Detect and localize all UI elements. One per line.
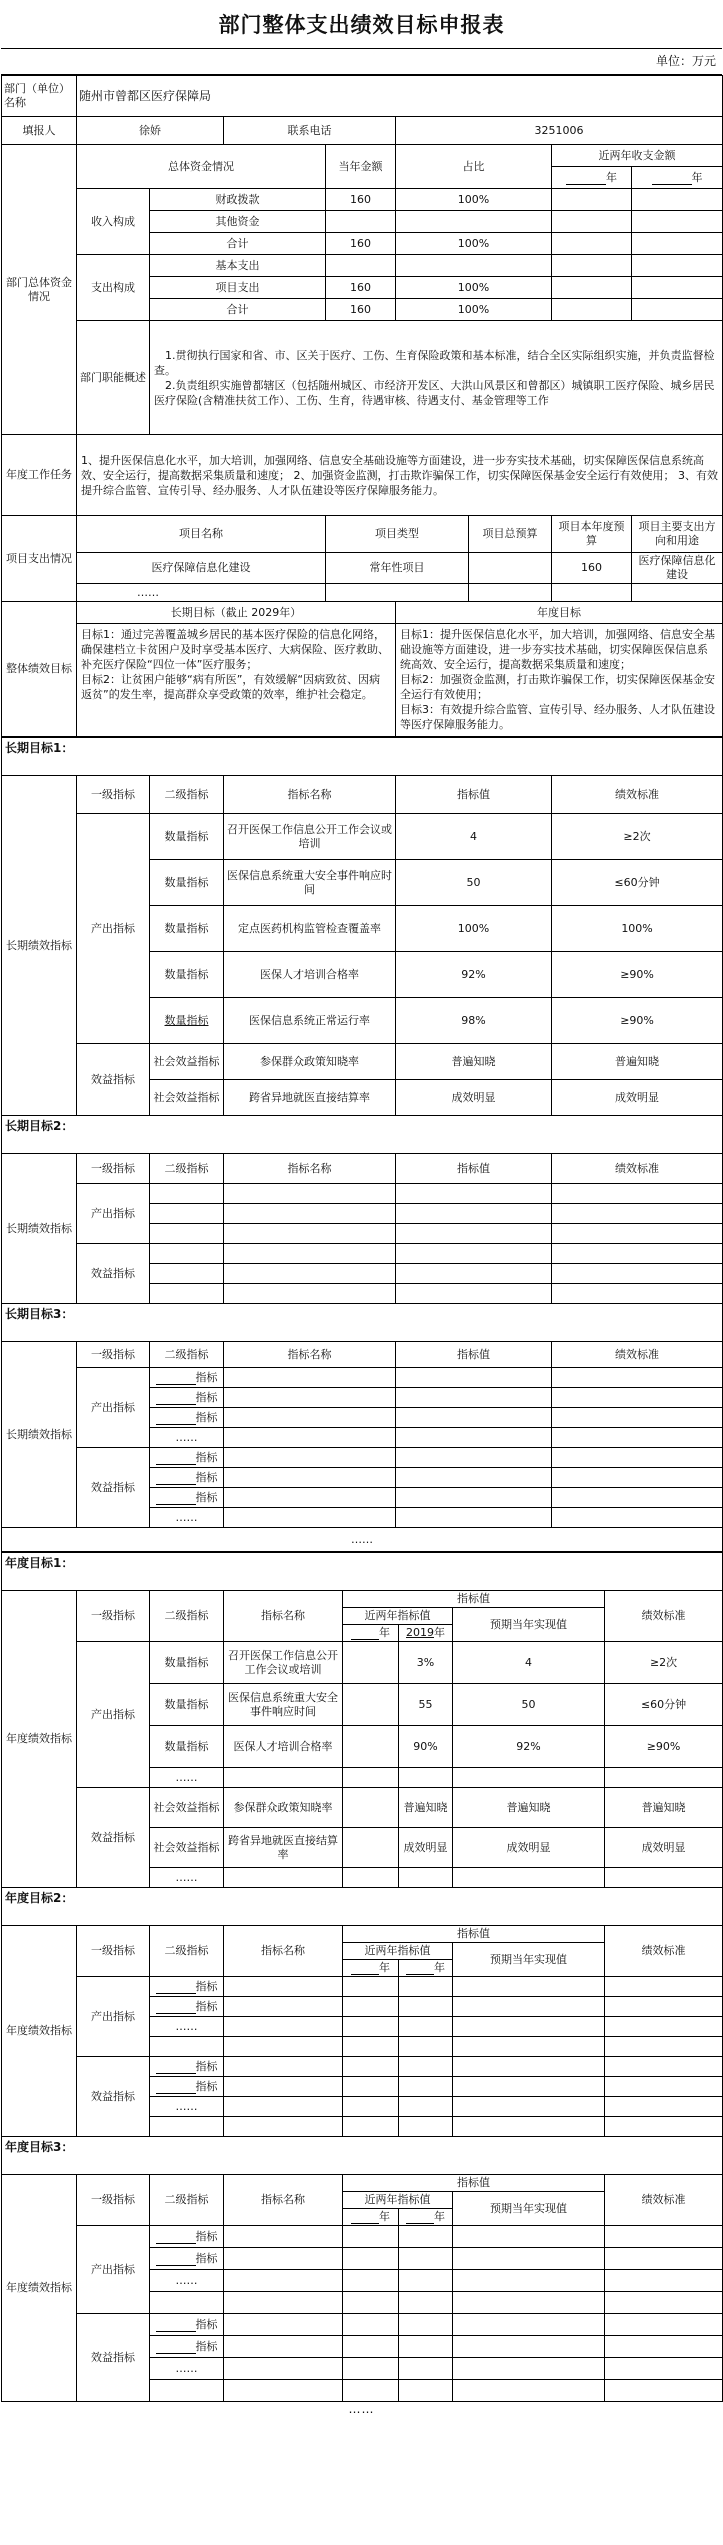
project-type-header: 项目类型 <box>326 516 469 553</box>
income-row-ratio: 100% <box>396 189 552 211</box>
expense-row-amount: 160 <box>326 277 396 299</box>
output-indicator-label: 产出指标 <box>77 1184 150 1244</box>
indicator-value: 成效明显 <box>396 1080 552 1116</box>
indicator-l2: 数量指标 <box>150 1684 224 1726</box>
indicator-l2: 社会效益指标 <box>150 1080 224 1116</box>
income-row-ratio <box>396 211 552 233</box>
col-value: 指标值 <box>396 776 552 814</box>
forecast-header: 预期当年实现值 <box>453 2192 605 2226</box>
dept-name-value: 随州市曾都区医疗保障局 <box>77 76 723 117</box>
col-value: 指标值 <box>343 1926 605 1943</box>
output-indicator-label: 产出指标 <box>77 2226 150 2314</box>
project-use-header: 项目主要支出方向和用途 <box>632 516 723 553</box>
effect-indicator-label: 效益指标 <box>77 2057 150 2137</box>
expense-row-amount: 160 <box>326 299 396 321</box>
row-more: …… <box>150 1768 224 1788</box>
project-annual: 160 <box>552 553 632 584</box>
col-level1: 一级指标 <box>77 776 150 814</box>
expense-row-ratio: 100% <box>396 277 552 299</box>
indicator-value: 100% <box>396 906 552 952</box>
indicator-name: 参保群众政策知晓率 <box>224 1044 396 1080</box>
indicator-past: 55 <box>399 1684 453 1726</box>
output-indicator-label: 产出指标 <box>77 1977 150 2057</box>
indicator-name: 参保群众政策知晓率 <box>224 1788 343 1828</box>
income-row-name: 财政拨款 <box>150 189 326 211</box>
phone-label: 联系电话 <box>224 117 396 145</box>
indicator-l2: 数量指标 <box>150 906 224 952</box>
past-year-2019: 2019年 <box>399 1625 453 1642</box>
expense-row-name: 基本支出 <box>150 255 326 277</box>
indicator-past: 3% <box>399 1642 453 1684</box>
indicator-name: 医保信息系统重大安全事件响应时间 <box>224 1684 343 1726</box>
row-more: …… <box>150 2017 224 2037</box>
annual-work-text: 1、提升医保信息化水平，加大培训，加强网络、信息安全基础设施等方面建设，进一步夯实技术基础，切实保障医保信息系统高效、安全运行，提高数据采集质量和速度； 2、加强资金监测，打击欺诈骗保工作，切实保障医保基金安全运行有效使用； 3、有效提升综合监管、宣传引导、经办服务、人才队伍建设等医疗保障服务能力。 <box>77 435 723 516</box>
col-level1: 一级指标 <box>77 1154 150 1184</box>
col-level1: 一级指标 <box>77 1342 150 1368</box>
expense-row-name: 合计 <box>150 299 326 321</box>
indicator-standard: ≥90% <box>605 1726 723 1768</box>
indicator-standard: 100% <box>552 906 723 952</box>
income-row-name: 合计 <box>150 233 326 255</box>
indicator-forecast: 普遍知晓 <box>453 1788 605 1828</box>
col-level2: 二级指标 <box>150 1926 224 1977</box>
project-name: 医疗保障信息化建设 <box>77 553 326 584</box>
col-name: 指标名称 <box>224 776 396 814</box>
indicator-name: 医保信息系统正常运行率 <box>224 998 396 1044</box>
income-row-amount: 160 <box>326 233 396 255</box>
current-amount-header: 当年金额 <box>326 145 396 189</box>
overall-funds-header: 总体资金情况 <box>77 145 326 189</box>
col-name: 指标名称 <box>224 2175 343 2226</box>
col-level2: 二级指标 <box>150 776 224 814</box>
past-year-blank: 年 <box>343 1625 399 1642</box>
forecast-header: 预期当年实现值 <box>453 1943 605 1977</box>
past-year-1: 年 <box>552 167 632 189</box>
long-goals-more: …… <box>2 1528 723 1552</box>
indicator-forecast: 4 <box>453 1642 605 1684</box>
indicator-standard: 普遍知晓 <box>605 1788 723 1828</box>
col-level1: 一级指标 <box>77 2175 150 2226</box>
indicator-standard: 成效明显 <box>605 1828 723 1868</box>
annual-goal-header: 年度目标 <box>396 602 723 624</box>
duty-paragraph-2: 2.负责组织实施曾都辖区（包括随州城区、市经济开发区、大洪山风景区和曾都区）城镇职工医疗保险、城乡居民医疗保险(含精准扶贫工作）、工伤、生育，待遇审核、待遇支付、基金管理等工作 <box>154 378 715 407</box>
unit-label: 单位：万元 <box>1 49 722 75</box>
indicator-l2: 数量指标 <box>150 1642 224 1684</box>
past-year-2: 年 <box>632 167 723 189</box>
long-goal-text: 目标1：通过完善覆盖城乡居民的基本医疗保险的信息化网络，确保建档立卡贫困户及时享受基本医疗、大病保险、医疗救助、补充医疗保险“四位一体”医疗服务； 目标2：让贫困户能够“病有所医”，有效缓解“因病致贫、因病返贫”的发生率，提高群众享受政策的效率，维护社会稳定。 <box>77 624 396 737</box>
duty-paragraph-1: 1.贯彻执行国家和省、市、区关于医疗、工伤、生育保险政策和基本标准，结合全区实际组织实施，并负责监督检查。 <box>154 348 715 377</box>
col-level1: 一级指标 <box>77 1591 150 1642</box>
indicator-forecast: 50 <box>453 1684 605 1726</box>
project-name-header: 项目名称 <box>77 516 326 553</box>
indicator-standard: ≤60分钟 <box>552 860 723 906</box>
indicator-l2: 数量指标 <box>150 1726 224 1768</box>
indicator-l2: 数量指标 <box>150 860 224 906</box>
long-goal-3-side: 长期绩效指标 <box>2 1342 77 1528</box>
effect-indicator-label: 效益指标 <box>77 1448 150 1528</box>
project-total <box>469 553 552 584</box>
past-two-header: 近两年指标值 <box>343 1608 453 1625</box>
indicator-standard: ≤60分钟 <box>605 1684 723 1726</box>
indicator-standard: 成效明显 <box>552 1080 723 1116</box>
row-more: …… <box>150 1508 224 1528</box>
output-indicator-label: 产出指标 <box>77 1642 150 1788</box>
row-more: …… <box>150 2358 224 2380</box>
annual-goal-3-side: 年度绩效指标 <box>2 2175 77 2402</box>
effect-indicator-label: 效益指标 <box>77 2314 150 2402</box>
col-standard: 绩效标准 <box>552 1154 723 1184</box>
income-row-ratio: 100% <box>396 233 552 255</box>
project-type: 常年性项目 <box>326 553 469 584</box>
filler-label: 填报人 <box>2 117 77 145</box>
annual-goal-1-title: 年度目标1： <box>2 1553 723 1591</box>
annual-goal-2-title: 年度目标2： <box>2 1888 723 1926</box>
indicator-value: 98% <box>396 998 552 1044</box>
annual-work-label: 年度工作任务 <box>2 435 77 516</box>
indicator-value: 普遍知晓 <box>396 1044 552 1080</box>
past-two-header: 近两年指标值 <box>343 1943 453 1960</box>
indicator-name: 医保信息系统重大安全事件响应时间 <box>224 860 396 906</box>
indicator-l2: 数量指标 <box>150 814 224 860</box>
expense-label: 支出构成 <box>77 255 150 321</box>
indicator-value: 92% <box>396 952 552 998</box>
long-term-table: 长期目标1： 长期绩效指标 一级指标 二级指标 指标名称 指标值 绩效标准 产出指标 数量指标 召开医保工作信息公开工作会议或培训 4 ≥2次 数量指标 医保信息系统重大安全事件响应时间 50 ≤60分钟 数量指标 定点医药机构监管检查覆盖率 100% 100% 数量指标 医保人才培训合格率 92% ≥90% 数量指标 医保信息系统正常运行率 98% ≥90% 效益指标 社会效益指标 参保群众政策知晓率 普遍知晓 普遍知晓 社会效益指标 跨省异地就医直接结算率 成效明显 成效明显 长期目标2： 长期绩效指标 一级指标 二级指标 指标名称 指标值 绩效标准 产出指标 效益指标 长期目标3： 长期绩效指标 一级指标 二级指标 指标名称 指标值 绩效标准 产出指标 指标 指标 指标 …… 效益指标 指标 指标 指标 …… …… <box>1 737 723 1552</box>
indicator-value: 4 <box>396 814 552 860</box>
indicator-name: 召开医保工作信息公开工作会议或培训 <box>224 1642 343 1684</box>
income-row-amount: 160 <box>326 189 396 211</box>
row-more: …… <box>150 2097 224 2117</box>
indicator-forecast: 92% <box>453 1726 605 1768</box>
indicator-past: 成效明显 <box>399 1828 453 1868</box>
annual-goal-1-side: 年度绩效指标 <box>2 1591 77 1888</box>
row-more: …… <box>150 1428 224 1448</box>
col-standard: 绩效标准 <box>605 1591 723 1642</box>
expense-row-ratio: 100% <box>396 299 552 321</box>
indicator-l2: 数量指标 <box>150 998 224 1044</box>
indicator-l2: 社会效益指标 <box>150 1828 224 1868</box>
expense-row-amount <box>326 255 396 277</box>
long-goal-1-title: 长期目标1： <box>2 738 723 776</box>
annual-goal-text: 目标1：提升医保信息化水平，加大培训，加强网络、信息安全基础设施等方面建设，进一步夯实技术基础，切实保障医保信息系统高效、安全运行，提高数据采集质量和速度； 目标2：加强资金监测，打击欺诈骗保工作，切实保障医保基金安全运行有效使用； 目标3：有效提升综合监管、宣传引导、经办服务、人才队伍建设等医疗保障服务能力。 <box>396 624 723 737</box>
indicator-standard: ≥90% <box>552 998 723 1044</box>
form-title: 部门整体支出绩效目标申报表 <box>1 0 722 49</box>
dept-name-label: 部门（单位）名称 <box>2 76 77 117</box>
project-total-header: 项目总预算 <box>469 516 552 553</box>
col-level2: 二级指标 <box>150 1342 224 1368</box>
annual-goals-more: …… <box>348 2402 375 2416</box>
annual-table: 年度目标1： 年度绩效指标 一级指标 二级指标 指标名称 指标值 绩效标准 近两年指标值 预期当年实现值 年 2019年 产出指标 数量指标 召开医保工作信息公开工作会议或培训 3% 4 ≥2次 数量指标 医保信息系统重大安全事件响应时间 55 50 ≤60分钟 数量指标 医保人才培训合格率 90% 92% ≥90% …… 效益指标 社会效益指标 参保群众政策知晓率 普遍知晓 普遍知晓 普遍知晓 社会效益指标 跨省异地就医直接结算率 成效明显 成效明显 成效明显 …… 年度目标2： 年度绩效指标 一级指标 二级指标 指标名称 指标值 绩效标准 近两年指标值 预期当年实现值 年 年 产出指标 指标 指标 …… 效益指标 指标 指标 …… 年度目标3： 年度绩效指标 一级指标 二级指标 指标名称 指标值 绩效标准 近两年指标值 预期当年实现值 年 年 产出指标 指标 指标 …… 效益指标 指标 指标 …… <box>1 1552 723 2402</box>
income-row-name: 其他资金 <box>150 211 326 233</box>
expense-row-name: 项目支出 <box>150 277 326 299</box>
phone-value: 3251006 <box>396 117 723 145</box>
duty-text <box>150 321 723 435</box>
income-label: 收入构成 <box>77 189 150 255</box>
funds-section-label: 部门总体资金情况 <box>2 145 77 435</box>
project-annual-header: 项目本年度预算 <box>552 516 632 553</box>
indicator-value: 50 <box>396 860 552 906</box>
col-value: 指标值 <box>396 1154 552 1184</box>
income-row-amount <box>326 211 396 233</box>
indicator-forecast: 成效明显 <box>453 1828 605 1868</box>
long-goal-2-side: 长期绩效指标 <box>2 1154 77 1304</box>
indicator-name: 定点医药机构监管检查覆盖率 <box>224 906 396 952</box>
annual-goal-3-title: 年度目标3： <box>2 2137 723 2175</box>
row-more: …… <box>150 1868 224 1888</box>
row-more: …… <box>150 2270 224 2292</box>
col-standard: 绩效标准 <box>605 2175 723 2226</box>
output-indicator-label: 产出指标 <box>77 1368 150 1448</box>
ratio-header: 占比 <box>396 145 552 189</box>
col-name: 指标名称 <box>224 1154 396 1184</box>
form-page <box>1 0 722 2432</box>
indicator-l2: 社会效益指标 <box>150 1788 224 1828</box>
effect-indicator-label: 效益指标 <box>77 1244 150 1304</box>
indicator-name: 跨省异地就医直接结算率 <box>224 1080 396 1116</box>
col-value: 指标值 <box>343 2175 605 2192</box>
indicator-standard: ≥2次 <box>552 814 723 860</box>
col-level2: 二级指标 <box>150 2175 224 2226</box>
duty-label: 部门职能概述 <box>77 321 150 435</box>
col-standard: 绩效标准 <box>552 776 723 814</box>
col-name: 指标名称 <box>224 1342 396 1368</box>
long-goal-3-title: 长期目标3： <box>2 1304 723 1342</box>
output-indicator-label: 产出指标 <box>77 814 150 1044</box>
indicator-l2: 数量指标 <box>150 952 224 998</box>
col-value: 指标值 <box>343 1591 605 1608</box>
col-level2: 二级指标 <box>150 1154 224 1184</box>
expense-row-ratio <box>396 255 552 277</box>
long-goal-2-title: 长期目标2： <box>2 1116 723 1154</box>
forecast-header: 预期当年实现值 <box>453 1608 605 1642</box>
indicator-name: 召开医保工作信息公开工作会议或培训 <box>224 814 396 860</box>
indicator-name: 跨省异地就医直接结算率 <box>224 1828 343 1868</box>
indicator-name: 医保人才培训合格率 <box>224 1726 343 1768</box>
col-name: 指标名称 <box>224 1591 343 1642</box>
past-two-header: 近两年指标值 <box>343 2192 453 2209</box>
col-name: 指标名称 <box>224 1926 343 1977</box>
project-use: 医疗保障信息化建设 <box>632 553 723 584</box>
past-two-years-header: 近两年收支金额 <box>552 145 723 167</box>
indicator-standard: ≥2次 <box>605 1642 723 1684</box>
col-standard: 绩效标准 <box>605 1926 723 1977</box>
project-more: …… <box>77 584 326 602</box>
col-standard: 绩效标准 <box>552 1342 723 1368</box>
indicator-standard: 普遍知晓 <box>552 1044 723 1080</box>
filler-name: 徐娇 <box>77 117 224 145</box>
summary-table <box>1 75 723 737</box>
indicator-standard: ≥90% <box>552 952 723 998</box>
effect-indicator-label: 效益指标 <box>77 1044 150 1116</box>
annual-goal-2-side: 年度绩效指标 <box>2 1926 77 2137</box>
effect-indicator-label: 效益指标 <box>77 1788 150 1888</box>
indicator-past: 90% <box>399 1726 453 1768</box>
col-level1: 一级指标 <box>77 1926 150 1977</box>
indicator-l2: 社会效益指标 <box>150 1044 224 1080</box>
overall-goal-label: 整体绩效目标 <box>2 602 77 737</box>
indicator-name: 医保人才培训合格率 <box>224 952 396 998</box>
col-level2: 二级指标 <box>150 1591 224 1642</box>
projects-label: 项目支出情况 <box>2 516 77 602</box>
long-goal-1-side: 长期绩效指标 <box>2 776 77 1116</box>
indicator-past: 普遍知晓 <box>399 1788 453 1828</box>
long-goal-header: 长期目标（截止 2029年） <box>77 602 396 624</box>
col-value: 指标值 <box>396 1342 552 1368</box>
